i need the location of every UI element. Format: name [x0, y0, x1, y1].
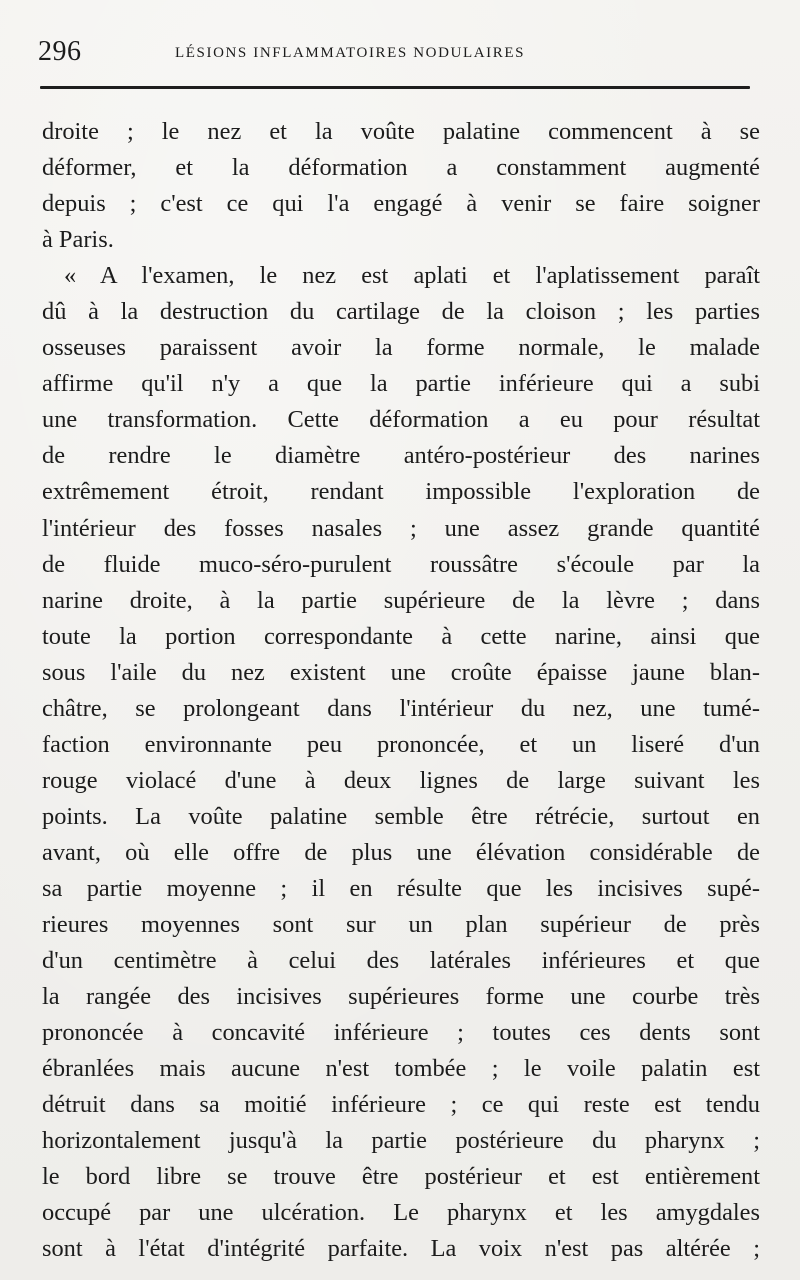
text-line: occupé par une ulcération. Le pharynx et les amygdales — [42, 1199, 760, 1227]
text-line: sont à l'état d'intégrité parfaite. La voix n'est pas altérée ; — [42, 1235, 760, 1263]
running-title: LÉSIONS INFLAMMATOIRES NODULAIRES — [175, 45, 526, 61]
text-line: toute la portion correspondante à cette narine, ainsi que — [42, 622, 760, 650]
text-line: droite ; le nez et la voûte palatine commencent à se — [42, 118, 760, 145]
text-line: depuis ; c'est ce qui l'a engagé à venir se faire soigner — [42, 190, 760, 218]
text-line: faction environnante peu prononcée, et un liseré d'un — [42, 730, 760, 758]
text-line: l'intérieur des fosses nasales ; une assez grande quantité — [42, 514, 760, 542]
text-line: à Paris. — [42, 226, 114, 254]
text-line: châtre, se prolongeant dans l'intérieur du nez, une tumé- — [42, 694, 760, 722]
text-line: extrêmement étroit, rendant impossible l'exploration de — [42, 478, 760, 506]
page-header — [38, 36, 758, 76]
text-line: d'un centimètre à celui des latérales inférieures et que — [42, 947, 760, 975]
page-number: 296 — [38, 36, 82, 67]
text-line: déformer, et la déformation a constamment augmenté — [42, 154, 760, 182]
text-line: de fluide muco-séro-purulent roussâtre s'écoule par la — [42, 550, 760, 578]
text-line: narine droite, à la partie supérieure de la lèvre ; dans — [42, 586, 760, 614]
text-line: le bord libre se trouve être postérieur et est entièrement — [42, 1163, 760, 1191]
text-line: rieures moyennes sont sur un plan supérieur de près — [42, 911, 760, 939]
text-line: horizontalement jusqu'à la partie postérieure du pharynx ; — [42, 1127, 760, 1155]
text-line: une transformation. Cette déformation a eu pour résultat — [42, 406, 760, 434]
text-line: la rangée des incisives supérieures forme une courbe très — [42, 983, 760, 1011]
header-rule — [40, 86, 750, 89]
text-line: rouge violacé d'une à deux lignes de large suivant les — [42, 766, 760, 794]
text-line: de rendre le diamètre antéro-postérieur des narines — [42, 442, 760, 470]
text-line: sa partie moyenne ; il en résulte que les incisives supé- — [42, 874, 760, 902]
text-line: prononcée à concavité inférieure ; toutes ces dents sont — [42, 1019, 760, 1047]
text-line: avant, où elle offre de plus une élévation considérable de — [42, 838, 760, 866]
text-line: « A l'examen, le nez est aplati et l'aplatissement paraît — [64, 262, 760, 290]
text-line: osseuses paraissent avoir la forme normale, le malade — [42, 334, 760, 362]
text-line: affirme qu'il n'y a que la partie inférieure qui a subi — [42, 370, 760, 398]
text-line: sous l'aile du nez existent une croûte épaisse jaune blan- — [42, 658, 760, 686]
text-line: points. La voûte palatine semble être rétrécie, surtout en — [42, 802, 760, 830]
text-line: ébranlées mais aucune n'est tombée ; le voile palatin est — [42, 1055, 760, 1083]
body-text — [42, 114, 760, 1268]
text-line: détruit dans sa moitié inférieure ; ce qui reste est tendu — [42, 1091, 760, 1119]
text-line: dû à la destruction du cartilage de la cloison ; les parties — [42, 298, 760, 326]
